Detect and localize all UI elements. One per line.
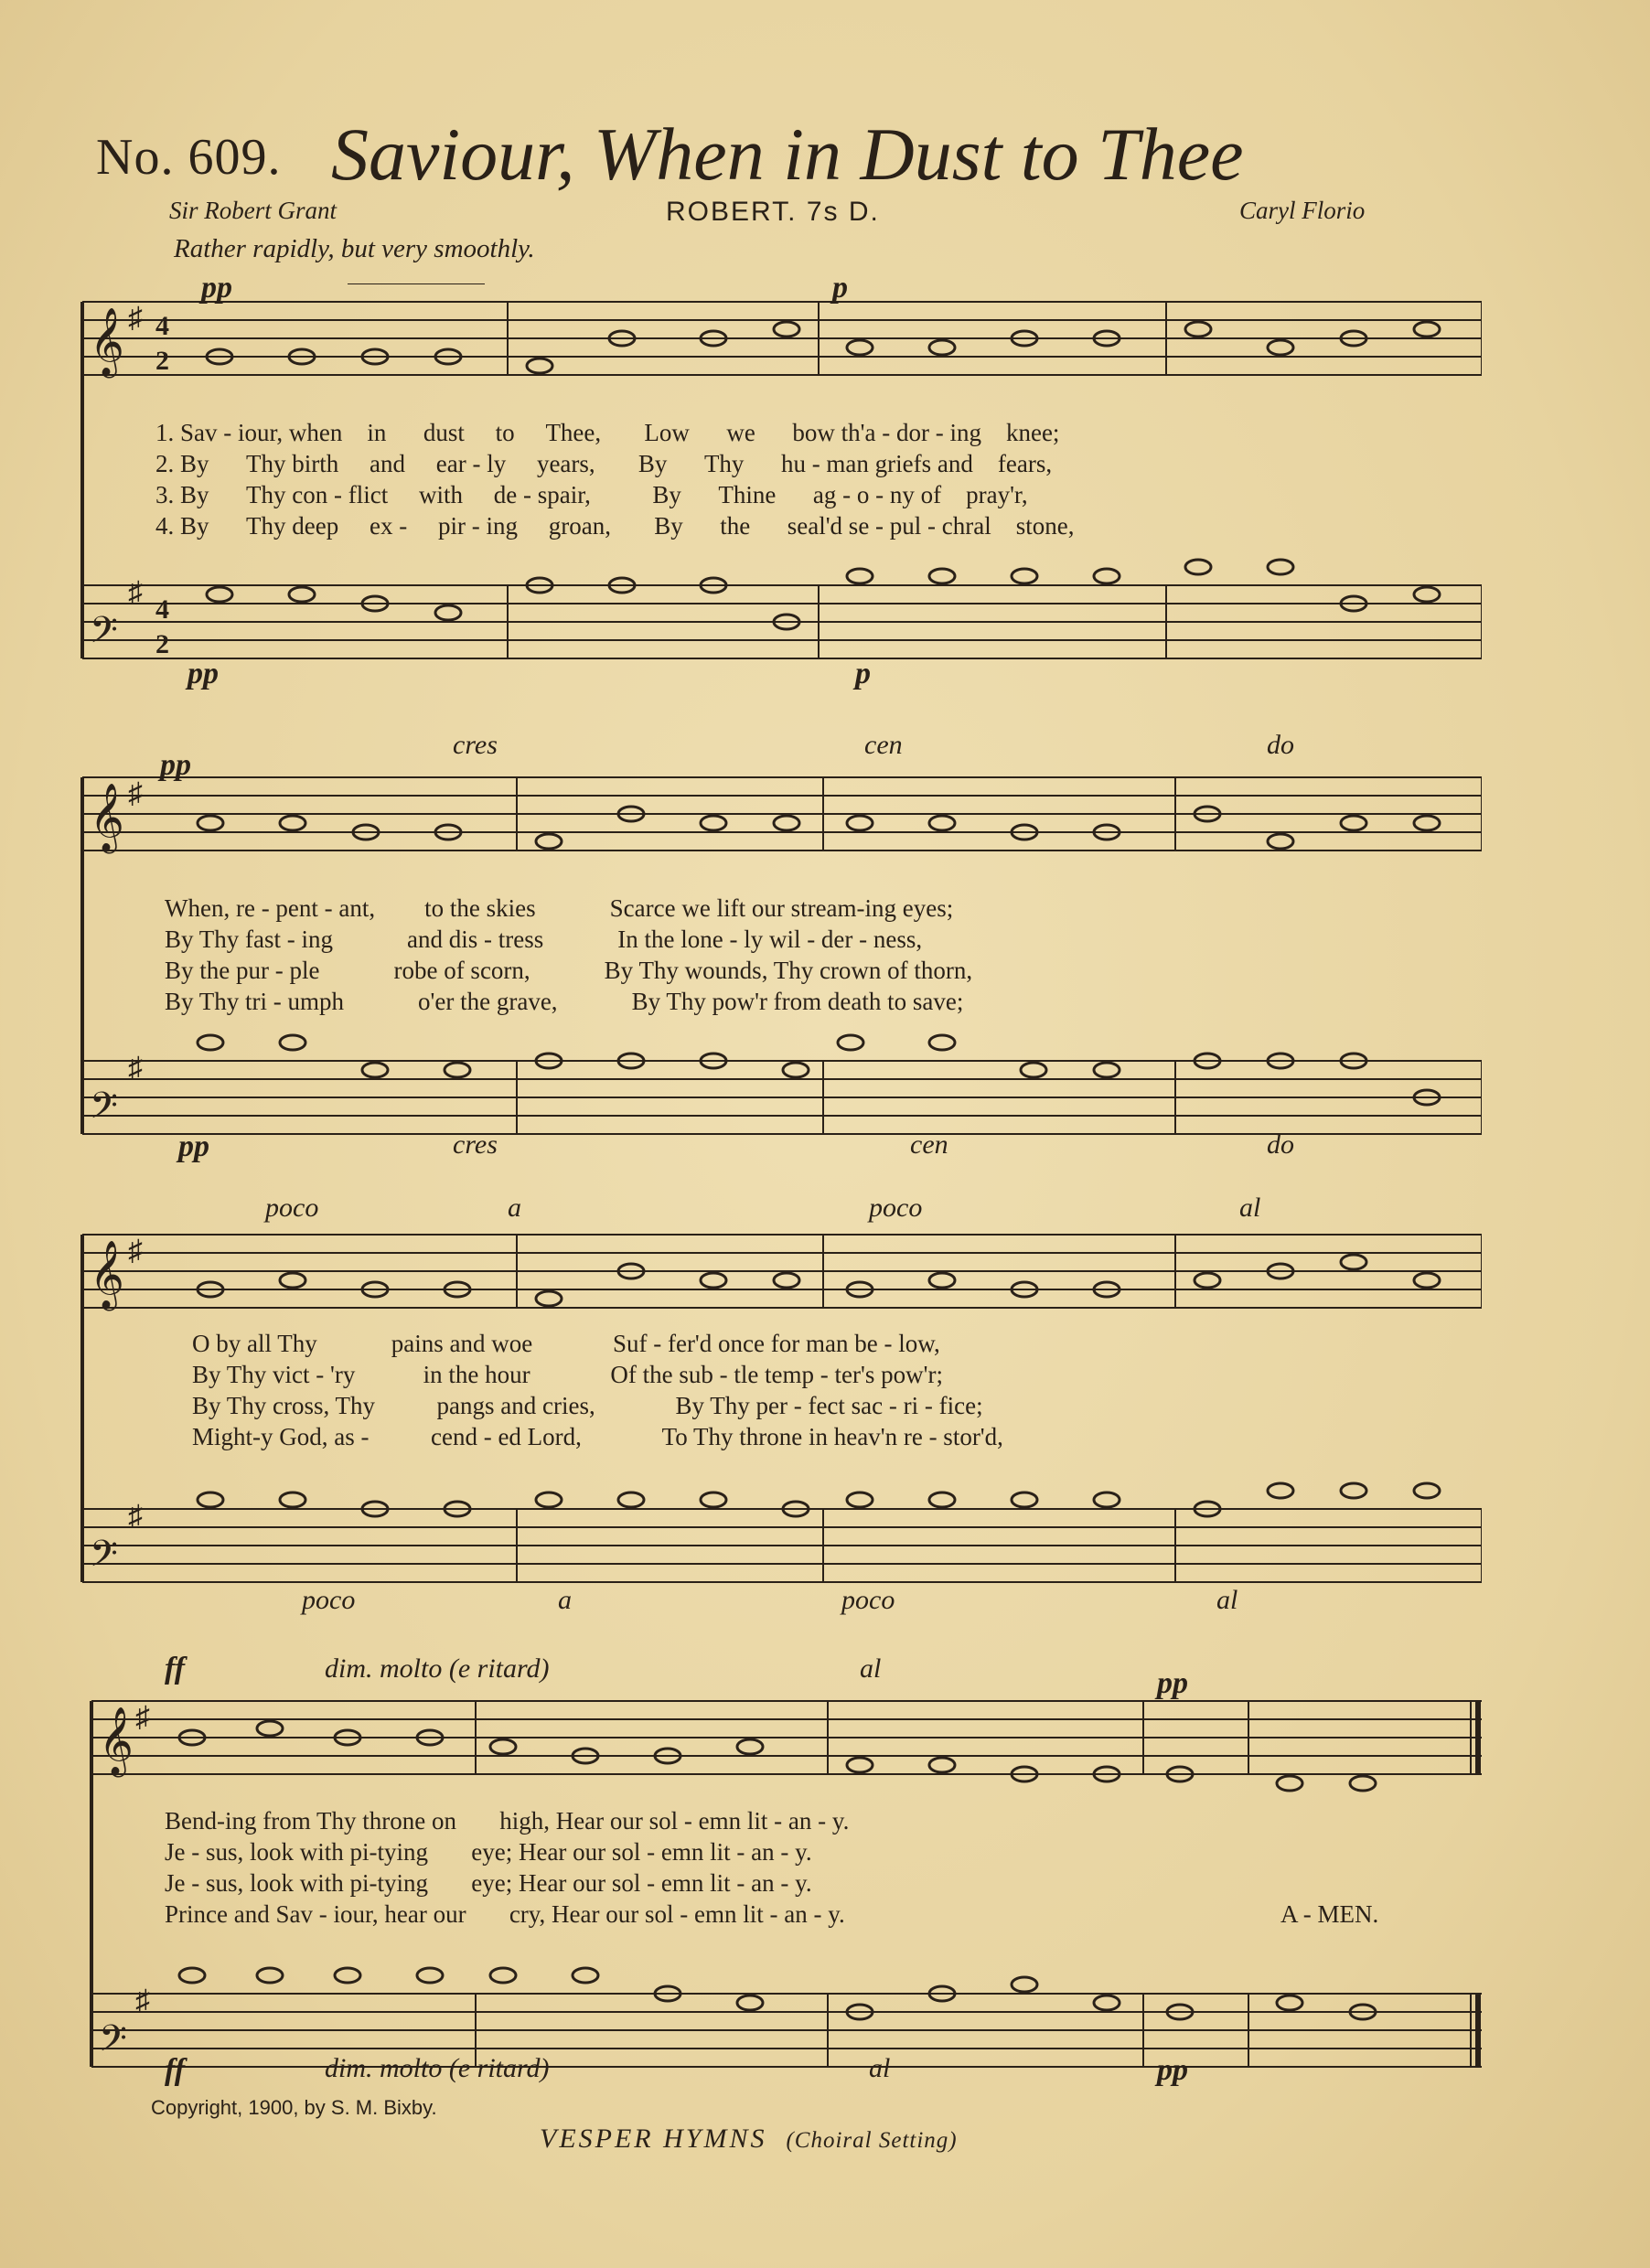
al-marking: al <box>1239 1193 1261 1223</box>
poco-marking-1: poco <box>265 1193 319 1223</box>
book-title <box>540 2124 958 2155</box>
composer-credit: Caryl Florio <box>1239 197 1366 224</box>
cres-marking-bass: cres <box>453 1129 498 1160</box>
hymn-title: Saviour, When in Dust to Thee <box>331 112 1244 196</box>
svg-text:𝄢: 𝄢 <box>90 609 118 660</box>
svg-text:♯: ♯ <box>128 776 143 809</box>
dynamic-p-treble: p <box>832 271 848 305</box>
lyric-verse-1: When, re - pent - ant, to the skies Scarce we lift our stream-ing eyes; <box>165 894 954 922</box>
tempo-marking: Rather rapidly, but very smoothly. <box>174 234 535 263</box>
svg-text:4: 4 <box>155 311 169 341</box>
svg-text:𝄞: 𝄞 <box>90 308 124 376</box>
al-marking-4: al <box>860 1653 882 1684</box>
poco-marking-2: poco <box>869 1193 923 1223</box>
dynamic-ff-treble: ff <box>165 1652 186 1685</box>
dynamic-pp-treble-2: pp <box>160 748 191 782</box>
music-system-3 <box>73 1193 1482 1626</box>
dynamic-pp-treble: pp <box>201 271 232 305</box>
a-marking-bass: a <box>558 1585 572 1615</box>
svg-text:♯: ♯ <box>128 575 143 608</box>
lyric-verse-1: O by all Thy pains and woe Suf - fer'd once for man be - low, <box>192 1330 940 1357</box>
lyric-verse-2: By Thy fast - ing and dis - tress In the lone - ly wil - der - ness, <box>165 925 923 953</box>
svg-text:𝄢: 𝄢 <box>90 1085 118 1136</box>
poco-marking-bass-2: poco <box>841 1585 895 1615</box>
svg-text:2: 2 <box>155 629 169 659</box>
svg-text:2: 2 <box>155 346 169 376</box>
lyric-verse-4: Might-y God, as - cend - ed Lord, To Thy throne in heav'n re - stor'd, <box>192 1423 1003 1450</box>
lyric-verse-3: By Thy cross, Thy pangs and cries, By Thy per - fect sac - ri - fice; <box>192 1392 983 1419</box>
svg-text:𝄢: 𝄢 <box>99 2017 127 2069</box>
music-system-2 <box>73 730 1482 1171</box>
book-setting: (Choiral Setting) <box>786 2128 958 2153</box>
author-credit: Sir Robert Grant <box>169 197 338 224</box>
do-marking-bass: do <box>1267 1129 1294 1160</box>
copyright-line: Copyright, 1900, by S. M. Bixby. <box>151 2096 437 2119</box>
music-system-4 <box>73 1652 1482 2087</box>
svg-text:♯: ♯ <box>128 1051 143 1084</box>
cen-marking-bass: cen <box>910 1129 948 1160</box>
cres-marking: cres <box>453 730 498 760</box>
al-marking-bass: al <box>1216 1585 1238 1615</box>
tune-name: ROBERT. 7s D. <box>666 197 880 227</box>
music-system-1 <box>73 271 1482 695</box>
svg-text:𝄞: 𝄞 <box>90 784 124 851</box>
svg-text:♯: ♯ <box>128 1499 143 1532</box>
dynamic-pp-bass-4: pp <box>1157 2053 1188 2087</box>
dim-molto-marking: dim. molto (e ritard) <box>325 1653 550 1684</box>
svg-text:𝄞: 𝄞 <box>90 1241 124 1309</box>
do-marking: do <box>1267 730 1294 760</box>
al-marking-bass-4: al <box>869 2053 891 2083</box>
dim-molto-marking-bass: dim. molto (e ritard) <box>325 2053 550 2083</box>
svg-text:♯: ♯ <box>128 301 143 334</box>
svg-text:♯: ♯ <box>128 1234 143 1267</box>
svg-text:𝄢: 𝄢 <box>90 1533 118 1584</box>
a-marking: a <box>508 1193 521 1223</box>
lyric-verse-1: Bend-ing from Thy throne on high, Hear our sol - emn lit - an - y. <box>165 1807 850 1835</box>
lyric-verse-3: 3. By Thy con - flict with de - spair, By Thine ag - o - ny of pray'r, <box>155 481 1028 508</box>
amen-lyric: A - MEN. <box>1280 1900 1379 1928</box>
dynamic-pp-treble-4: pp <box>1157 1666 1188 1700</box>
dynamic-pp-bass-2: pp <box>178 1129 209 1163</box>
hymn-number: No. 609. <box>96 129 282 186</box>
lyric-verse-2: 2. By Thy birth and ear - ly years, By Thy hu - man griefs and fears, <box>155 450 1053 477</box>
lyric-verse-3: Je - sus, look with pi-tying eye; Hear our sol - emn lit - an - y. <box>165 1869 812 1897</box>
svg-text:4: 4 <box>155 594 169 625</box>
lyric-verse-2: Je - sus, look with pi-tying eye; Hear our sol - emn lit - an - y. <box>165 1838 812 1866</box>
dynamic-p-bass: p <box>855 657 871 690</box>
cen-marking: cen <box>864 730 903 760</box>
lyric-verse-4: 4. By Thy deep ex - pir - ing groan, By the seal'd se - pul - chral stone, <box>155 512 1075 540</box>
lyric-verse-3: By the pur - ple robe of scorn, By Thy wounds, Thy crown of thorn, <box>165 957 973 984</box>
lyric-verse-4: Prince and Sav - iour, hear our cry, Hear our sol - emn lit - an - y. <box>165 1900 845 1928</box>
poco-marking-bass-1: poco <box>302 1585 356 1615</box>
dynamic-ff-bass: ff <box>165 2053 186 2087</box>
dynamic-pp-bass: pp <box>188 657 219 690</box>
lyric-verse-4: By Thy tri - umph o'er the grave, By Thy pow'r from death to save; <box>165 988 964 1015</box>
lyric-verse-2: By Thy vict - 'ry in the hour Of the sub - tle temp - ter's pow'r; <box>192 1361 943 1388</box>
svg-text:♯: ♯ <box>135 1984 150 2017</box>
book-name: VESPER HYMNS <box>540 2124 767 2154</box>
lyric-verse-1: 1. Sav - iour, when in dust to Thee, Low we bow th'a - dor - ing knee; <box>155 419 1060 446</box>
svg-text:𝄞: 𝄞 <box>99 1707 134 1775</box>
svg-text:♯: ♯ <box>135 1700 150 1733</box>
